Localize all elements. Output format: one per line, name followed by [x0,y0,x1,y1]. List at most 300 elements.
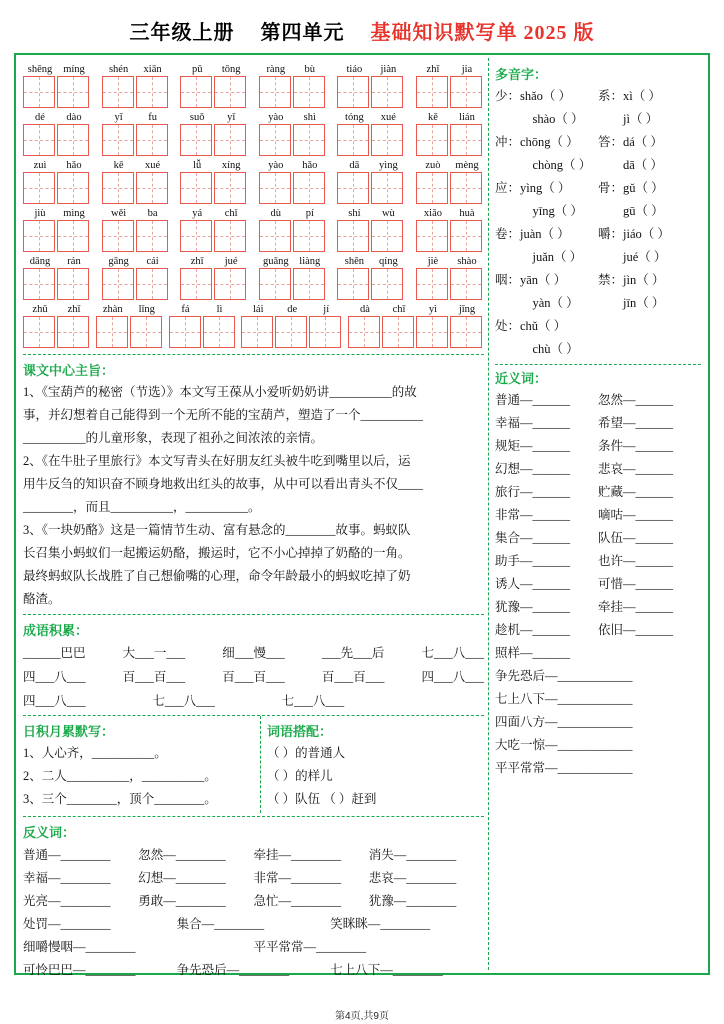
antonym-item: 消失—________ [368,848,457,862]
synonym-row [495,642,701,665]
polyphone-row [495,292,701,315]
tianzige-boxes[interactable] [23,316,91,348]
tianzige-cell[interactable] [371,124,403,156]
tianzige-cell[interactable] [57,124,89,156]
polyphone-row [495,223,701,246]
tianzige-boxes[interactable] [23,76,91,108]
synonym-right: 队伍—______ [598,531,674,545]
tianzige-cell[interactable] [102,76,134,108]
tianzige-cell[interactable] [309,316,341,348]
pinyin-label: jiù mìng [34,208,85,219]
tianzige-boxes[interactable] [337,124,405,156]
pinyin-label: yá chǐ [192,208,238,219]
polyphone-left: 冲：chōng（ ） [495,135,579,149]
word-cell-group[interactable] [337,63,405,108]
tianzige-cell[interactable] [180,76,212,108]
antonym-row [23,844,484,867]
polyphone-left: 咽：yān（ ） [495,273,567,287]
tianzige-cell[interactable] [23,172,55,204]
polyphone-right [598,338,701,361]
tianzige-cell[interactable] [23,316,55,348]
synonym-right: 可惜—______ [598,577,674,591]
tianzige-boxes[interactable] [416,124,484,156]
pinyin-label: dāng rán [29,256,81,267]
polyphone-right: 骨：gǔ（ ） [598,181,664,195]
idiom-item: ___先___后 [321,646,385,660]
tianzige-cell[interactable] [136,268,168,300]
synonym-left: 幸福—______ [495,416,571,430]
idiom-row [23,641,484,665]
tianzige-cell[interactable] [96,316,128,348]
antonym-item: 勇敢—________ [138,894,226,908]
polyphone-left: shào（ ） [495,112,584,126]
tianzige-boxes[interactable] [102,268,170,300]
pinyin-grid-row [23,159,484,204]
antonyms-body [23,844,484,982]
synonym-left: 趁机—______ [495,623,571,637]
tianzige-cell[interactable] [293,220,325,252]
idiom-item: 百___百___ [222,670,285,684]
page-title-type: 基础知识默写单 2025 版 [370,22,595,44]
synonym-left: 集合—______ [495,531,571,545]
tianzige-cell[interactable] [241,316,273,348]
daily-line: 1、人心齐，__________。 [23,746,167,760]
tianzige-cell[interactable] [416,172,448,204]
tianzige-cell[interactable] [371,220,403,252]
divider [23,614,484,615]
antonym-row [23,890,484,913]
collocation-block [261,716,484,813]
pinyin-label: jiè shào [427,256,477,267]
tianzige-cell[interactable] [337,76,369,108]
tianzige-cell[interactable] [214,268,246,300]
antonym-item: 平平常常—________ [253,940,367,954]
tianzige-cell[interactable] [57,76,89,108]
tianzige-boxes[interactable] [259,268,327,300]
antonym-item: 忽然—________ [138,848,226,862]
tianzige-cell[interactable] [450,316,482,348]
word-cell-group[interactable] [416,111,484,156]
word-cell-group[interactable] [180,111,248,156]
tianzige-cell[interactable] [371,268,403,300]
tianzige-cell[interactable] [214,220,246,252]
word-cell-group[interactable] [23,303,91,348]
word-cell-group[interactable] [180,207,248,252]
antonym-item: 幸福—________ [23,871,111,885]
pinyin-label: lǚ xíng [193,160,241,171]
divider [23,354,484,355]
synonym-right [598,642,701,665]
tianzige-boxes[interactable] [102,124,170,156]
page-title [14,10,710,53]
synonym-right: 悲哀—______ [598,462,674,476]
word-cell-group[interactable] [102,159,170,204]
polyphone-left: chòng（ ） [495,158,592,172]
synonym-right: 也许—______ [598,554,674,568]
word-cell-group[interactable] [180,255,248,300]
tianzige-cell[interactable] [57,172,89,204]
word-cell-group[interactable] [23,111,91,156]
synonym-row [495,596,701,619]
synonym-left: 规矩—______ [495,439,571,453]
tianzige-cell[interactable] [416,220,448,252]
tianzige-cell[interactable] [450,172,482,204]
tianzige-cell[interactable] [348,316,380,348]
antonym-item: 幻想—________ [138,871,226,885]
tianzige-boxes[interactable] [337,268,405,300]
tianzige-boxes[interactable] [259,220,327,252]
word-cell-group[interactable] [416,63,484,108]
word-cell-group[interactable] [259,111,327,156]
word-cell-group[interactable] [416,159,484,204]
tianzige-cell[interactable] [102,268,134,300]
tianzige-boxes[interactable] [23,124,91,156]
polyphone-left: chù（ ） [495,342,579,356]
idiom-item: 百___百___ [122,670,186,684]
center-theme-line: __________的儿童形象，表现了祖孙之间浓浓的亲情。 [23,431,324,445]
tianzige-boxes[interactable] [416,76,484,108]
word-cell-group[interactable] [102,255,170,300]
tianzige-boxes[interactable] [348,316,484,348]
tianzige-cell[interactable] [203,316,235,348]
idiom-item: 七___八___ [281,694,345,708]
pinyin-label: pǔ tōng [191,64,241,75]
center-theme-line: 用牛反刍的知识奋不顾身地救出红头的故事，从中可以看出青头不仅____ [23,477,424,491]
tianzige-boxes[interactable] [96,316,164,348]
tianzige-cell[interactable] [337,124,369,156]
tianzige-boxes[interactable] [416,268,484,300]
synonym-row [495,573,701,596]
tianzige-cell[interactable] [180,268,212,300]
synonym-right: 贮藏—______ [598,485,674,499]
collocation-heading: 词语搭配： [267,724,333,739]
antonyms-heading: 反义词： [23,825,76,840]
pinyin-label: zhī jué [190,256,238,267]
synonym-right: 依旧—______ [598,623,674,637]
polyphone-row [495,315,701,338]
synonym-left: 犹豫—______ [495,600,571,614]
synonym-left: 幻想—______ [495,462,571,476]
pinyin-label: fá lì [181,304,223,315]
polyphone-row [495,338,701,361]
tianzige-cell[interactable] [57,316,89,348]
tianzige-cell[interactable] [275,316,307,348]
synonym-long-item: 平平常常—____________ [495,761,633,775]
word-cell-group[interactable] [337,255,405,300]
polyphone-right: 嚼：jiáo（ ） [598,227,670,241]
tianzige-boxes[interactable] [259,124,327,156]
tianzige-cell[interactable] [214,172,246,204]
tianzige-cell[interactable] [337,268,369,300]
tianzige-cell[interactable] [293,76,325,108]
tianzige-boxes[interactable] [23,220,91,252]
center-theme-line: 1、《宝葫芦的秘密（节选）》本文写王葆从小爱听奶奶讲__________的故 [23,385,417,399]
tianzige-cell[interactable] [416,316,448,348]
antonym-row [23,959,484,982]
word-cell-group[interactable] [96,303,164,348]
tianzige-cell[interactable] [416,268,448,300]
word-cell-group[interactable] [259,255,327,300]
tianzige-cell[interactable] [169,316,201,348]
polyphone-left: 少：shǎo（ ） [495,89,572,103]
daily-collocation-row [23,715,484,813]
tianzige-boxes[interactable] [180,220,248,252]
pinyin-label: zuò mèng [425,160,479,171]
pinyin-label: yī fu [114,112,157,123]
antonym-item: 细嚼慢咽—________ [23,940,136,954]
antonym-item: 非常—________ [253,871,342,885]
word-cell-group[interactable] [337,159,405,204]
tianzige-boxes[interactable] [23,172,91,204]
synonym-row [495,550,701,573]
polyphone-right: jì（ ） [598,112,659,126]
pinyin-label: shēn qíng [344,256,398,267]
pinyin-label: gāng cái [108,256,159,267]
word-cell-group[interactable] [241,303,343,348]
tianzige-cell[interactable] [214,76,246,108]
tianzige-cell[interactable] [180,220,212,252]
tianzige-cell[interactable] [293,172,325,204]
pinyin-label: dā yìng [349,160,398,171]
tianzige-cell[interactable] [337,172,369,204]
antonym-item: 光亮—________ [23,894,111,908]
tianzige-cell[interactable] [450,268,482,300]
idiom-item: 细___慢___ [222,646,285,660]
tianzige-cell[interactable] [23,268,55,300]
pinyin-label: dù pí [270,208,314,219]
pinyin-grid-section [23,61,484,351]
polyphone-left: juǎn（ ） [495,250,583,264]
tianzige-boxes[interactable] [180,76,248,108]
antonym-item: 急忙—________ [253,894,342,908]
tianzige-cell[interactable] [450,76,482,108]
tianzige-cell[interactable] [23,220,55,252]
pinyin-label: kē xué [113,160,161,171]
synonym-row [495,458,701,481]
tianzige-cell[interactable] [416,76,448,108]
pinyin-label: tóng xué [345,112,396,123]
tianzige-cell[interactable] [136,76,168,108]
pinyin-label: yào shì [268,112,316,123]
center-theme-heading: 课文中心主旨： [23,363,115,378]
tianzige-boxes[interactable] [241,316,343,348]
synonym-right: 忽然—______ [598,393,674,407]
tianzige-cell[interactable] [382,316,414,348]
idiom-item: ______巴巴 [23,646,86,660]
tianzige-boxes[interactable] [102,76,170,108]
idioms-body [23,641,484,713]
word-cell-group[interactable] [348,303,484,348]
synonym-long-item: 四面八方—____________ [495,715,633,729]
antonym-row [23,936,484,959]
tianzige-cell[interactable] [102,220,134,252]
tianzige-cell[interactable] [23,124,55,156]
polyphone-heading: 多音字： [495,67,548,82]
tianzige-cell[interactable] [371,76,403,108]
polyphone-row [495,108,701,131]
center-theme-line: 3、《一块奶酪》这是一篇情节生动、富有悬念的________故事。蚂蚁队 [23,523,411,537]
center-theme-line: ________，而且__________，__________。 [23,500,261,514]
word-cell-group[interactable] [23,63,91,108]
idiom-item: 七___八___ [421,646,484,660]
tianzige-cell[interactable] [136,124,168,156]
word-cell-group[interactable] [259,63,327,108]
tianzige-boxes[interactable] [337,76,405,108]
tianzige-boxes[interactable] [337,220,405,252]
pinyin-label: shēng míng [27,64,85,75]
tianzige-boxes[interactable] [180,124,248,156]
tianzige-boxes[interactable] [416,220,484,252]
antonym-item: 犹豫—________ [368,894,457,908]
collocation-line: （ ）的样儿 [267,769,333,783]
tianzige-cell[interactable] [450,124,482,156]
polyphone-row [495,85,701,108]
tianzige-cell[interactable] [259,172,291,204]
idiom-item-empty [481,689,484,713]
tianzige-boxes[interactable] [102,220,170,252]
word-cell-group[interactable] [23,159,91,204]
word-cell-group[interactable] [180,159,248,204]
word-cell-group[interactable] [102,207,170,252]
synonym-left: 非常—______ [495,508,571,522]
tianzige-boxes[interactable] [259,76,327,108]
polyphone-left: yàn（ ） [495,296,579,310]
tianzige-boxes[interactable] [259,172,327,204]
tianzige-cell[interactable] [259,124,291,156]
pinyin-grid-row [23,63,484,108]
word-cell-group[interactable] [337,207,405,252]
polyphone-right: dā（ ） [598,158,663,172]
idiom-item: 四___八___ [23,694,86,708]
synonym-row [495,619,701,642]
tianzige-cell[interactable] [416,124,448,156]
tianzige-cell[interactable] [371,172,403,204]
page-footer: 第4页,共9页 [335,1011,389,1022]
word-cell-group[interactable] [180,63,248,108]
tianzige-cell[interactable] [102,172,134,204]
tianzige-cell[interactable] [337,220,369,252]
synonym-row [495,389,701,412]
tianzige-cell[interactable] [180,172,212,204]
tianzige-cell[interactable] [57,220,89,252]
word-cell-group[interactable] [337,111,405,156]
pinyin-label: shén xiān [108,64,162,75]
pinyin-label: zhǔ zhǐ [32,304,81,315]
tianzige-cell[interactable] [23,76,55,108]
tianzige-cell[interactable] [293,268,325,300]
pinyin-label: zuì hǎo [33,160,82,171]
word-cell-group[interactable] [23,255,91,300]
word-cell-group[interactable] [259,207,327,252]
tianzige-cell[interactable] [180,124,212,156]
tianzige-boxes[interactable] [180,268,248,300]
polyphone-row [495,246,701,269]
tianzige-cell[interactable] [102,124,134,156]
divider [23,816,484,817]
idiom-item-empty [411,689,414,713]
collocation-line: （ ）的普通人 [267,746,346,760]
center-theme-line: 酪渣。 [23,592,61,606]
polyphone-right: 答：dá（ ） [598,135,663,149]
pinyin-label: ràng bù [266,64,316,75]
idiom-row [23,665,484,689]
tianzige-boxes[interactable] [169,316,237,348]
synonym-right: 牵挂—______ [598,600,674,614]
synonym-long-item: 大吃一惊—____________ [495,738,633,752]
tianzige-cell[interactable] [136,220,168,252]
word-cell-group[interactable] [259,159,327,204]
center-theme-line: 长召集小蚂蚁们一起搬运奶酪，搬运时，它不小心掉掉了奶酪的一角。 [23,546,411,560]
right-column [489,58,705,970]
word-cell-group[interactable] [102,63,170,108]
pinyin-label: dé dào [35,112,82,123]
synonym-long-item: 争先恐后—____________ [495,669,633,683]
center-theme-line: 2、《在牛肚子里旅行》本文写青头在好朋友红头被牛吃到嘴里以后，运 [23,454,411,468]
polyphone-right: 禁：jìn（ ） [598,273,665,287]
pinyin-label: wěi ba [111,208,158,219]
pinyin-label: lái de jí [253,304,330,315]
tianzige-cell[interactable] [259,76,291,108]
synonym-row [495,527,701,550]
center-theme-body [23,381,484,611]
polyphone-left: 应：yìng（ ） [495,181,571,195]
word-cell-group[interactable] [416,255,484,300]
word-cell-group[interactable] [169,303,237,348]
synonyms-heading: 近义词： [495,371,548,386]
tianzige-cell[interactable] [259,268,291,300]
tianzige-cell[interactable] [293,124,325,156]
pinyin-grid-row [23,207,484,252]
tianzige-boxes[interactable] [23,268,91,300]
polyphone-row [495,177,701,200]
polyphone-row [495,269,701,292]
word-cell-group[interactable] [416,207,484,252]
tianzige-cell[interactable] [214,124,246,156]
tianzige-cell[interactable] [450,220,482,252]
tianzige-boxes[interactable] [102,172,170,204]
tianzige-cell[interactable] [57,268,89,300]
word-cell-group[interactable] [23,207,91,252]
polyphone-row [495,200,701,223]
tianzige-cell[interactable] [259,220,291,252]
tianzige-cell[interactable] [130,316,162,348]
pinyin-label: xiāo huà [423,208,475,219]
antonym-item: 牵挂—________ [253,848,342,862]
page-title-unit: 第四单元 [260,22,345,44]
synonyms-body [495,389,701,780]
synonym-left: 旅行—______ [495,485,571,499]
page-title-grade: 三年级上册 [129,22,235,44]
content-frame [14,53,710,975]
synonym-row [495,435,701,458]
tianzige-cell[interactable] [136,172,168,204]
pinyin-label: tiáo jiàn [346,64,397,75]
synonym-left: 助手—______ [495,554,571,568]
antonym-item: 笑眯眯—________ [330,917,431,931]
antonym-item: 悲哀—________ [368,871,457,885]
daily-line: 3、三个________，顶个________。 [23,792,217,806]
tianzige-boxes[interactable] [337,172,405,204]
collocation-line: （ ）队伍 （ ）赶到 [267,792,377,806]
idiom-item: 大___一___ [122,646,186,660]
synonym-left: 照样—______ [495,646,571,660]
idiom-item: 七___八___ [152,694,215,708]
synonym-row [495,412,701,435]
word-cell-group[interactable] [102,111,170,156]
tianzige-boxes[interactable] [180,172,248,204]
tianzige-boxes[interactable] [416,172,484,204]
pinyin-label: suǒ yǐ [189,112,236,123]
